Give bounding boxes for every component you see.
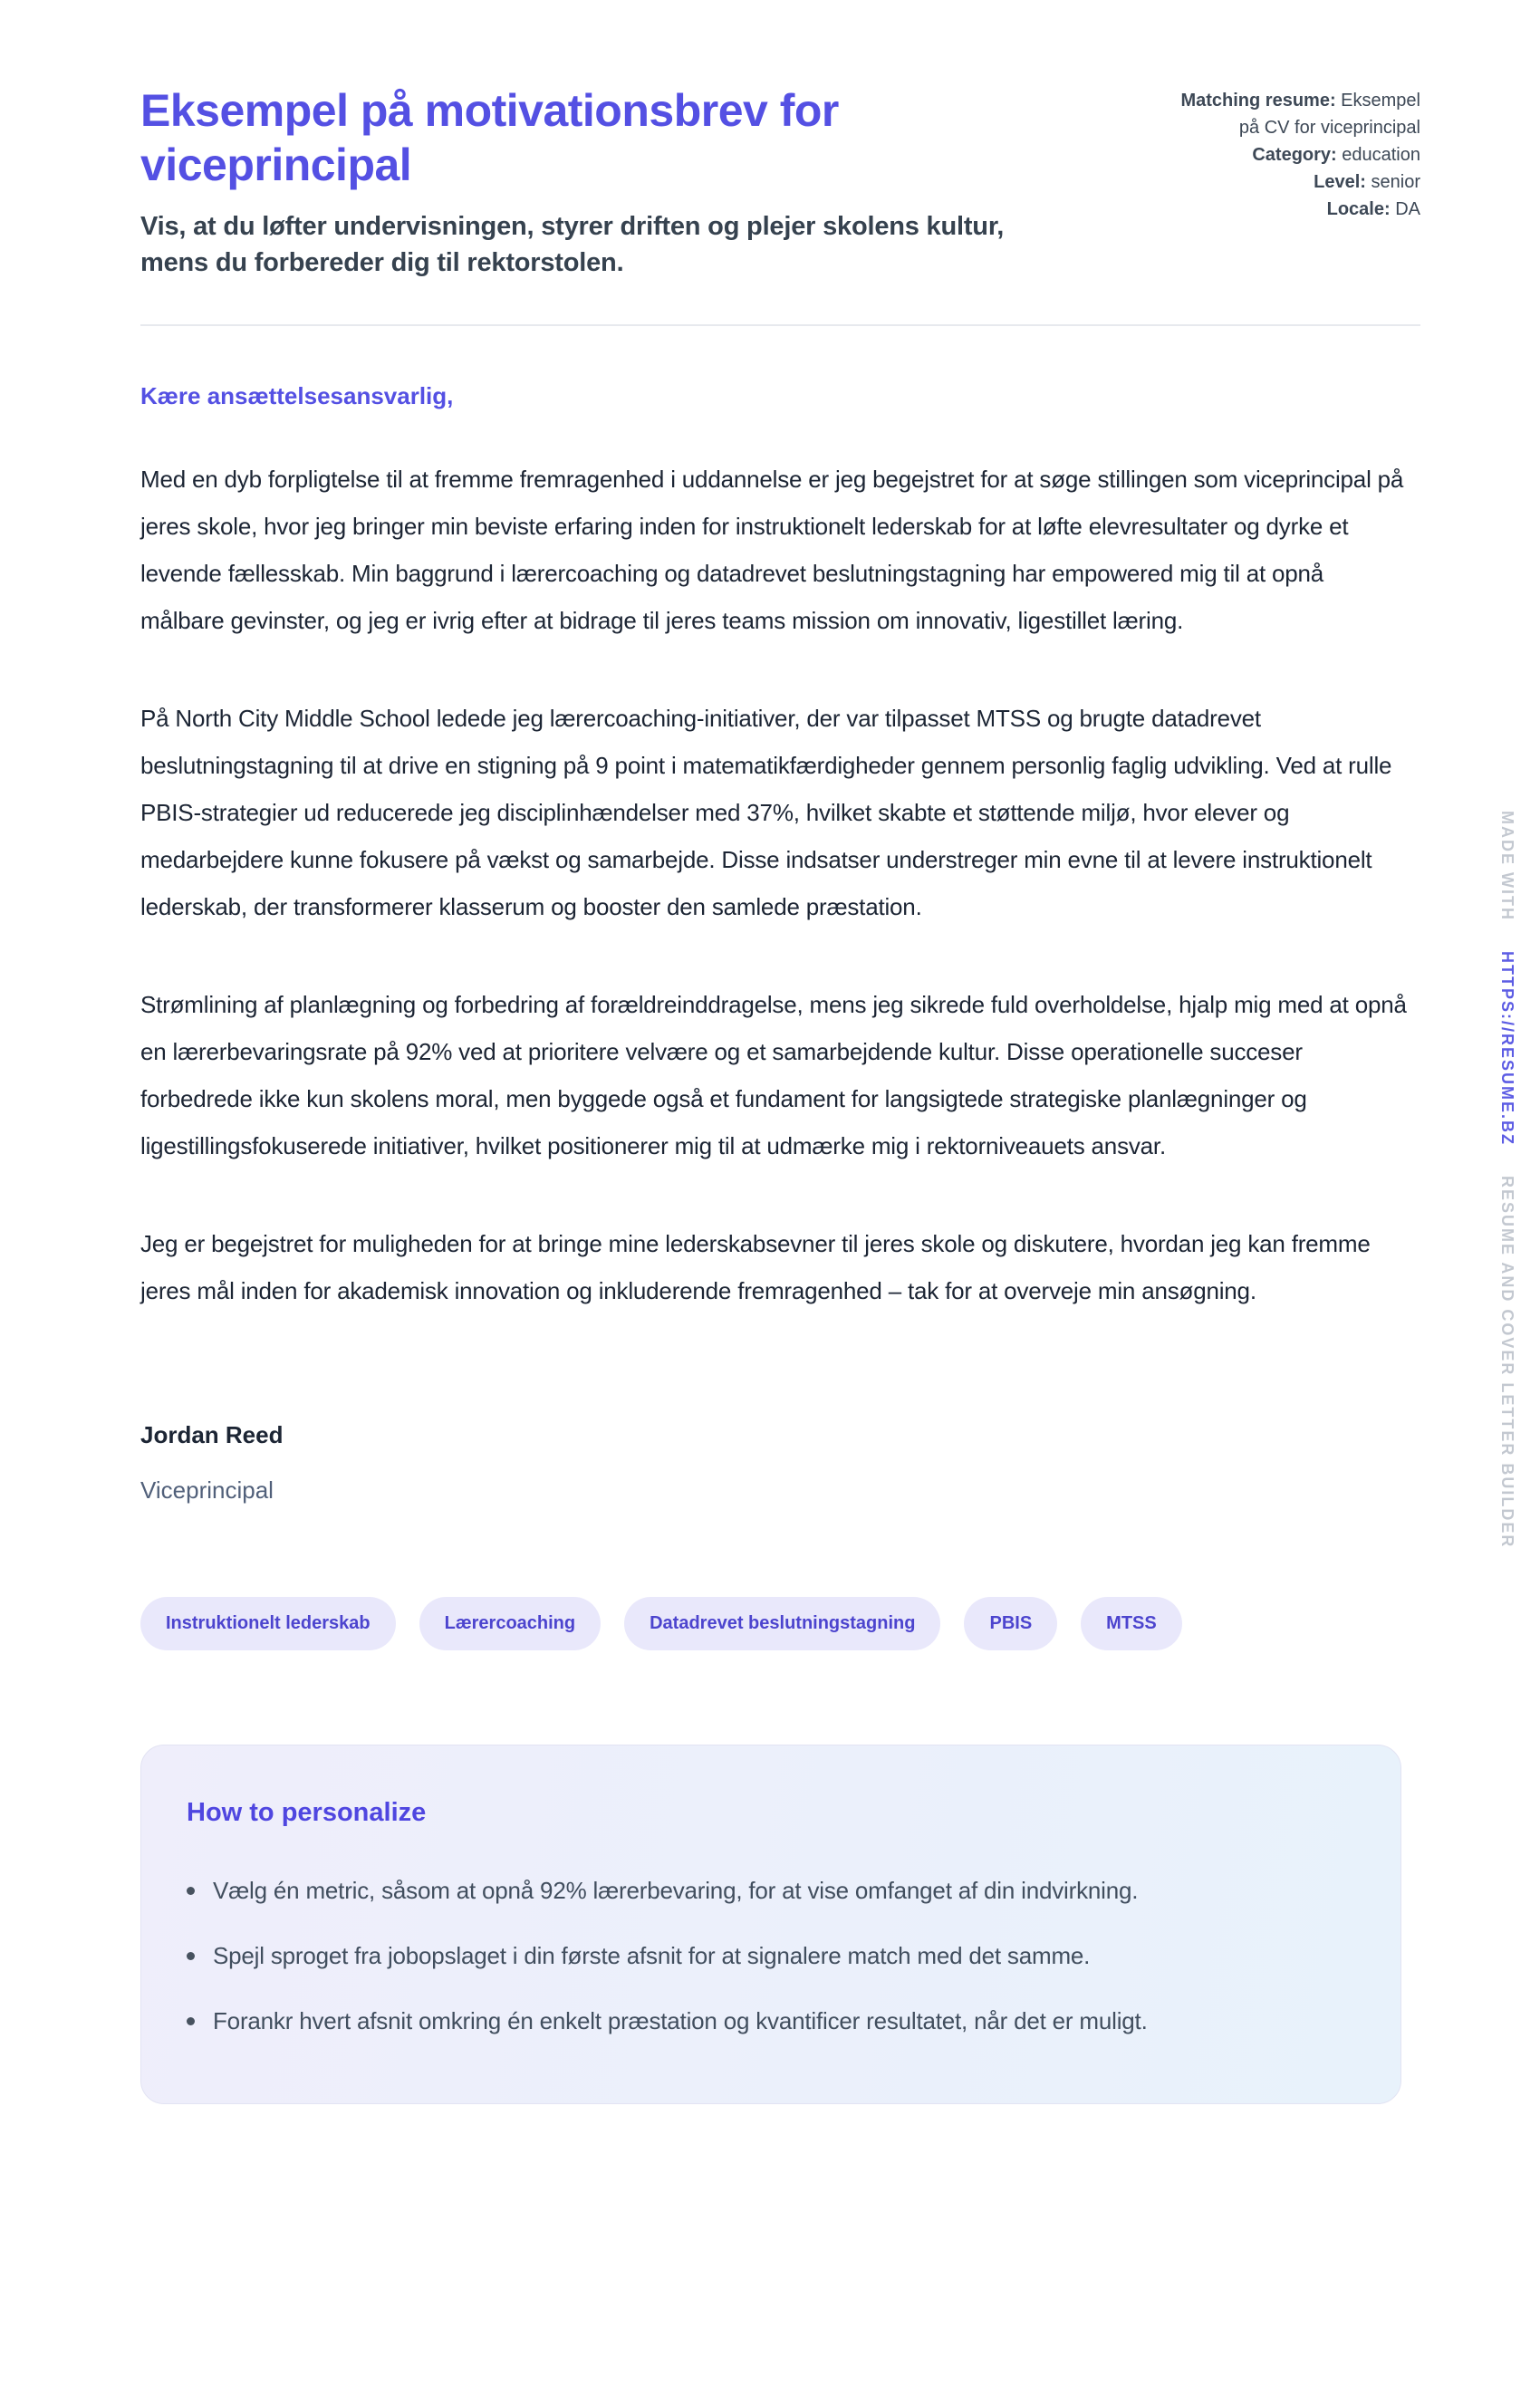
made-with-watermark (1497, 799, 1516, 1560)
meta-locale-label: Locale: (1326, 199, 1391, 219)
tag-pill-laerercoaching: Lærercoaching (419, 1597, 601, 1650)
meta-panel (1158, 83, 1420, 223)
tip-item-2 (187, 1933, 1352, 1978)
signature-title: Viceprincipal (140, 1476, 274, 1505)
tag-pill-instruktionelt-lederskab: Instruktionelt lederskab (140, 1597, 396, 1650)
header-divider (140, 324, 1420, 326)
page-title: Eksempel på motivationsbrev for viceprincipal (140, 85, 839, 190)
page-subtitle: Vis, at du løfter undervisningen, styrer driften og plejer skolens kultur, mens du forbereder dig til rektorstolen. (140, 212, 1005, 278)
signature-block (140, 1421, 1420, 1505)
tipbox-list (187, 1868, 1352, 2043)
bullet-dot (187, 1952, 195, 1960)
tip-text-2: Spejl sproget fra jobopslaget i din første afsnit for at signalere match med det samme. (213, 1942, 1091, 1970)
tip-text-1: Vælg én metric, såsom at opnå 92% lærerbevaring, for at vise omfanget af din indvirkning. (213, 1877, 1139, 1905)
meta-category (1158, 141, 1420, 168)
meta-level (1158, 168, 1420, 196)
meta-category-value: education (1336, 145, 1420, 165)
header-title-block (140, 83, 1055, 281)
letter-body (140, 382, 1420, 1505)
keyword-tag-list (140, 1597, 1420, 1650)
page-header (140, 0, 1420, 281)
watermark-suffix: RESUME AND COVER LETTER BUILDER (1498, 1176, 1516, 1549)
main-content (140, 0, 1420, 2104)
bullet-dot (187, 1887, 195, 1895)
meta-matching-resume (1158, 87, 1420, 141)
letter-paragraph-4: Jeg er begejstret for muligheden for at bringe mine lederskabsevner til jeres skole og diskutere, hvordan jeg kan fremme jeres mål inden for akademisk innovation og inkluderende fremragenhed – tak for at overveje min ansøgning. (140, 1230, 1371, 1305)
meta-matching-resume-label: Matching resume: (1180, 91, 1336, 111)
watermark-site-link[interactable]: HTTPS://RESUME.BZ (1498, 951, 1516, 1147)
letter-paragraph-1: Med en dyb forpligtelse til at fremme fremragenhed i uddannelse er jeg begejstret for at søge stillingen som viceprincipal på jeres skole, hvor jeg bringer min beviste erfaring inden for instruktionelt lederskab for at løfte elevresultater og dyrke et levende fællesskab. Min baggrund i lærercoaching og datadrevet beslutningstagning har empowered mig til at opnå målbare gevinster, og jeg er ivrig efter at bidrage til jeres teams mission om innovativ, ligestillet læring. (140, 466, 1404, 635)
meta-level-label: Level: (1314, 172, 1366, 192)
tag-pill-datadrevet-beslutningstagning: Datadrevet beslutningstagning (624, 1597, 940, 1650)
tag-pill-mtss: MTSS (1081, 1597, 1182, 1650)
tip-text-3: Forankr hvert afsnit omkring én enkelt præstation og kvantificer resultatet, når det er muligt. (213, 2007, 1148, 2035)
meta-locale-value: DA (1390, 199, 1420, 219)
watermark-prefix: MADE WITH (1498, 811, 1516, 921)
tip-item-1 (187, 1868, 1352, 1913)
letter-paragraph-3: Strømlining af planlægning og forbedring af forældreinddragelse, mens jeg sikrede fuld overholdelse, hjalp mig med at opnå en lærerbevaringsrate på 92% ved at prioritere velvære og et samarbejdende kultur. Disse operationelle succeser forbedrede ikke kun skolens moral, men byggede også et fundament for langsigtede strategiske planlægninger og ligestillingsfokuserede initiativer, hvilket positionerer mig til at udmærke mig i rektorniveauets ansvar. (140, 991, 1407, 1160)
bullet-dot (187, 2017, 195, 2025)
signature-name: Jordan Reed (140, 1421, 284, 1449)
tip-item-3 (187, 1998, 1352, 2043)
how-to-personalize-box (140, 1745, 1401, 2104)
meta-level-value: senior (1365, 172, 1420, 192)
meta-locale (1158, 196, 1420, 223)
letter-paragraph-2: På North City Middle School ledede jeg lærercoaching-initiativer, der var tilpasset MTSS og brugte datadrevet beslutningstagning til at drive en stigning på 9 point i matematikfærdigheder gennem personlig faglig udvikling. Ved at rulle PBIS-strategier ud reducerede jeg disciplinhændelser med 37%, hvilket skabte et støttende miljø, hvor elever og medarbejdere kunne fokusere på vækst og samarbejde. Disse indsatser understreger min evne til at levere instruktionelt lederskab, der transformerer klasserum og booster den samlede præstation. (140, 705, 1392, 921)
meta-category-label: Category: (1252, 145, 1337, 165)
letter-salutation: Kære ansættelsesansvarlig, (140, 382, 454, 410)
tag-pill-pbis: PBIS (964, 1597, 1057, 1650)
tipbox-title: How to personalize (187, 1798, 427, 1828)
meta-matching-resume-value: Eksempel på CV for viceprincipal (1238, 91, 1420, 138)
